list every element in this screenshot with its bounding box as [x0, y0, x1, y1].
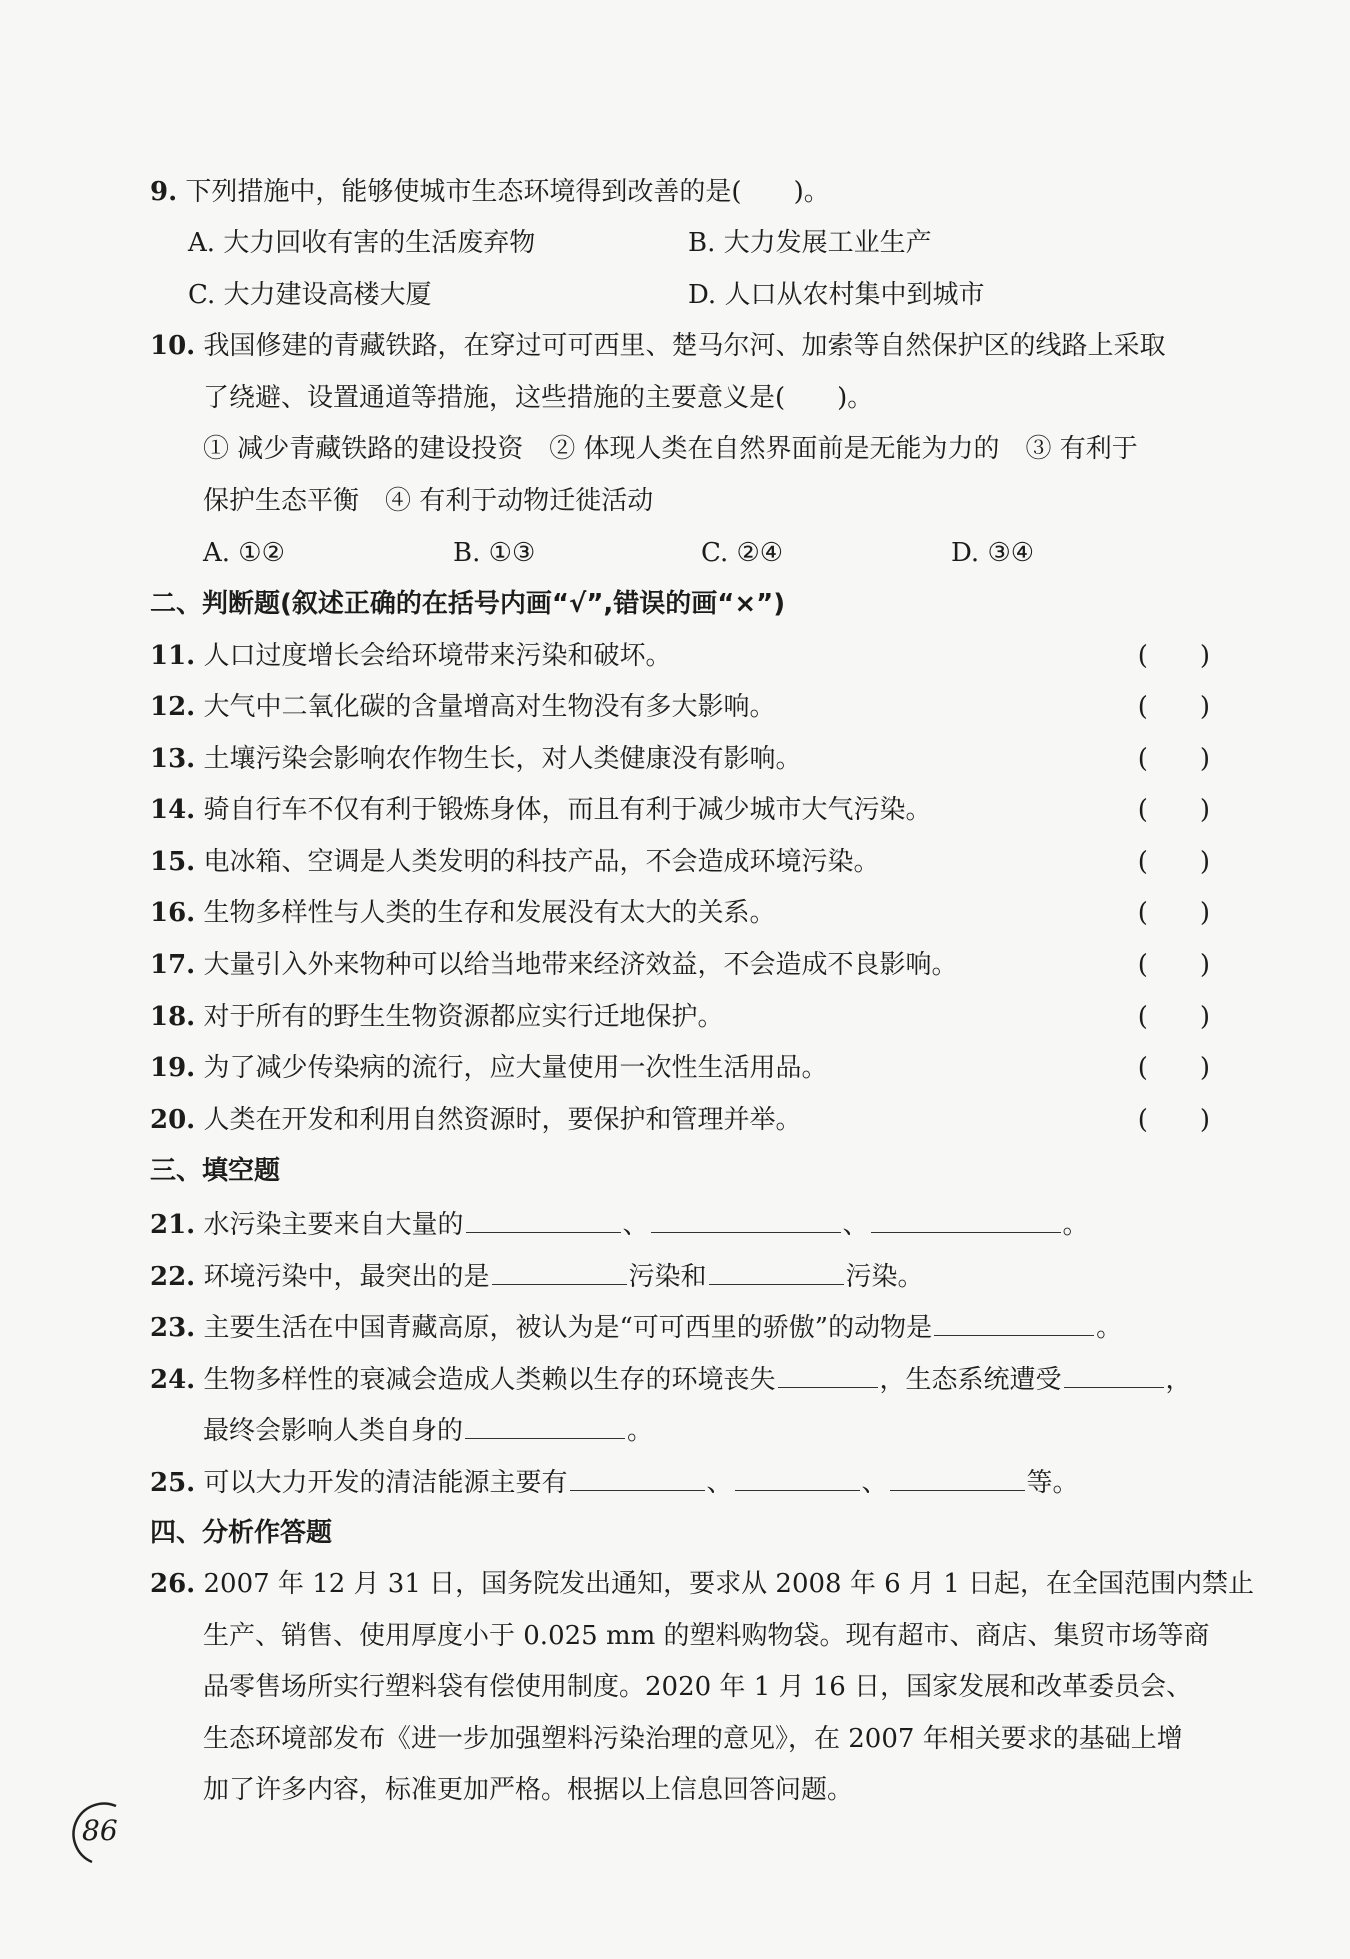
- question-number: 25.: [150, 1468, 196, 1498]
- question-number: 14.: [150, 795, 196, 825]
- question-10-line2: 了绕避、设置通道等措施，这些措施的主要意义是( )。: [203, 383, 874, 413]
- tf-item: [150, 742, 1210, 776]
- answer-blank[interactable]: [466, 1206, 621, 1233]
- answer-parentheses: ( ): [1137, 744, 1210, 774]
- question-number: 26.: [150, 1569, 196, 1599]
- question-26-line4: 生态环境部发布《进一步加强塑料污染治理的意见》，在 2007 年相关要求的基础上增: [203, 1724, 1183, 1754]
- question-text: 生物多样性的衰减会造成人类赖以生存的环境丧失: [203, 1365, 776, 1395]
- answer-blank[interactable]: [890, 1464, 1025, 1491]
- answer-parentheses: ( ): [1137, 1105, 1210, 1135]
- question-9: [150, 175, 1210, 209]
- question-26: [150, 1567, 1254, 1601]
- question-text: 下列措施中，能够使城市生态环境得到改善的是( )。: [185, 177, 830, 207]
- question-26-line2: 生产、销售、使用厚度小于 0.025 mm 的塑料购物袋。现有超市、商店、集贸市场等商: [203, 1621, 1210, 1651]
- answer-parentheses: ( ): [1137, 950, 1210, 980]
- answer-blank[interactable]: [570, 1464, 705, 1491]
- answer-blank[interactable]: [778, 1361, 878, 1388]
- question-number: 12.: [150, 692, 196, 722]
- answer-blank[interactable]: [709, 1258, 844, 1285]
- tf-item: [150, 845, 1210, 879]
- question-text: 2007 年 12 月 31 日，国务院发出通知，要求从 2008 年 6 月 1 日起，在全国范围内禁止: [203, 1569, 1254, 1599]
- question-text: 电冰箱、空调是人类发明的科技产品，不会造成环境污染。: [203, 847, 880, 877]
- question-text: 人类在开发和利用自然资源时，要保护和管理并举。: [203, 1105, 802, 1135]
- answer-parentheses: ( ): [1137, 795, 1210, 825]
- answer-blank[interactable]: [934, 1309, 1094, 1336]
- tf-item: [150, 793, 1210, 827]
- question-text: 对于所有的野生生物资源都应实行迁地保护。: [203, 1002, 724, 1032]
- question-10-line3: ① 减少青藏铁路的建设投资 ② 体现人类在自然界面前是无能为力的 ③ 有利于: [203, 434, 1138, 464]
- section-heading-fill-in: 三、填空题: [150, 1156, 281, 1186]
- answer-blank[interactable]: [651, 1206, 841, 1233]
- separator: 、: [622, 1210, 649, 1240]
- answer-blank[interactable]: [492, 1258, 627, 1285]
- question-10: [150, 329, 1210, 363]
- separator: 、: [842, 1210, 869, 1240]
- question-text: ，生态系统遭受: [879, 1365, 1062, 1395]
- answer-blank[interactable]: [871, 1206, 1061, 1233]
- tf-item: [150, 1103, 1210, 1137]
- tf-item: [150, 1000, 1210, 1034]
- answer-blank[interactable]: [735, 1464, 860, 1491]
- question-number: 10.: [150, 331, 196, 361]
- question-26-line5: 加了许多内容，标准更加严格。根据以上信息回答问题。: [203, 1775, 854, 1805]
- question-25: [150, 1464, 1210, 1500]
- punctuation: 。: [627, 1416, 654, 1446]
- question-22: [150, 1258, 1210, 1294]
- page-number-text: 86: [82, 1814, 118, 1847]
- question-21: [150, 1206, 1210, 1242]
- section-heading-analysis: 四、分析作答题: [150, 1518, 333, 1548]
- punctuation: 。: [1062, 1210, 1089, 1240]
- question-number: 20.: [150, 1105, 196, 1135]
- option-c: C. 大力建设高楼大厦: [188, 280, 432, 310]
- question-number: 15.: [150, 847, 196, 877]
- question-text: 骑自行车不仅有利于锻炼身体，而且有利于减少城市大气污染。: [203, 795, 932, 825]
- option-b: B. 大力发展工业生产: [688, 228, 932, 258]
- question-text: 大气中二氧化碳的含量增高对生物没有多大影响。: [203, 692, 776, 722]
- question-number: 18.: [150, 1002, 196, 1032]
- question-number: 13.: [150, 744, 196, 774]
- answer-parentheses: ( ): [1137, 1053, 1210, 1083]
- tf-item: [150, 639, 1210, 673]
- question-text: 土壤污染会影响农作物生长，对人类健康没有影响。: [203, 744, 802, 774]
- tf-item: [150, 1051, 1210, 1085]
- question-text: 可以大力开发的清洁能源主要有: [203, 1468, 568, 1498]
- question-text: 环境污染中，最突出的是: [203, 1262, 490, 1292]
- option-d: D. 人口从农村集中到城市: [688, 280, 985, 310]
- question-text: 为了减少传染病的流行，应大量使用一次性生活用品。: [203, 1053, 828, 1083]
- answer-blank[interactable]: [1064, 1361, 1164, 1388]
- question-24-line2: [203, 1412, 1210, 1448]
- question-text: 最终会影响人类自身的: [203, 1416, 464, 1446]
- question-24: [150, 1361, 1210, 1397]
- question-text: 主要生活在中国青藏高原，被认为是“可可西里的骄傲”的动物是: [203, 1313, 933, 1343]
- option-a: A. ①②: [203, 538, 285, 568]
- option-d: D. ③④: [951, 538, 1035, 568]
- answer-parentheses: ( ): [1137, 1002, 1210, 1032]
- answer-blank[interactable]: [465, 1412, 625, 1439]
- question-number: 19.: [150, 1053, 196, 1083]
- question-number: 23.: [150, 1313, 196, 1343]
- page-number: [58, 1800, 122, 1864]
- question-text: 等。: [1026, 1468, 1079, 1498]
- question-10-line4: 保护生态平衡 ④ 有利于动物迁徙活动: [203, 486, 654, 516]
- tf-item: [150, 948, 1210, 982]
- question-text: 我国修建的青藏铁路，在穿过可可西里、楚马尔河、加索等自然保护区的线路上采取: [203, 331, 1166, 361]
- question-number: 9.: [150, 177, 178, 207]
- separator: 、: [706, 1468, 733, 1498]
- question-number: 17.: [150, 950, 196, 980]
- tf-item: [150, 690, 1210, 724]
- section-heading-true-false: 二、判断题(叙述正确的在括号内画“√”,错误的画“×”): [150, 589, 786, 619]
- question-number: 11.: [150, 641, 196, 671]
- answer-parentheses: ( ): [1137, 692, 1210, 722]
- question-text: 水污染主要来自大量的: [203, 1210, 464, 1240]
- question-number: 16.: [150, 898, 196, 928]
- question-text: 大量引入外来物种可以给当地带来经济效益，不会造成不良影响。: [203, 950, 958, 980]
- tf-item: [150, 896, 1210, 930]
- question-text: 污染。: [845, 1262, 924, 1292]
- option-b: B. ①③: [453, 538, 536, 568]
- question-number: 22.: [150, 1262, 196, 1292]
- question-text: 人口过度增长会给环境带来污染和破坏。: [203, 641, 672, 671]
- punctuation: 。: [1096, 1313, 1123, 1343]
- option-a: A. 大力回收有害的生活废弃物: [188, 228, 536, 258]
- question-text: 污染和: [628, 1262, 707, 1292]
- separator: 、: [861, 1468, 888, 1498]
- question-number: 21.: [150, 1210, 196, 1240]
- question-26-line3: 品零售场所实行塑料袋有偿使用制度。2020 年 1 月 16 日，国家发展和改革委员会、: [203, 1672, 1193, 1702]
- answer-parentheses: ( ): [1137, 641, 1210, 671]
- question-number: 24.: [150, 1365, 196, 1395]
- option-c: C. ②④: [701, 538, 784, 568]
- answer-parentheses: ( ): [1137, 847, 1210, 877]
- question-text: 生物多样性与人类的生存和发展没有太大的关系。: [203, 898, 776, 928]
- question-23: [150, 1309, 1210, 1345]
- punctuation: ，: [1165, 1365, 1192, 1395]
- answer-parentheses: ( ): [1137, 898, 1210, 928]
